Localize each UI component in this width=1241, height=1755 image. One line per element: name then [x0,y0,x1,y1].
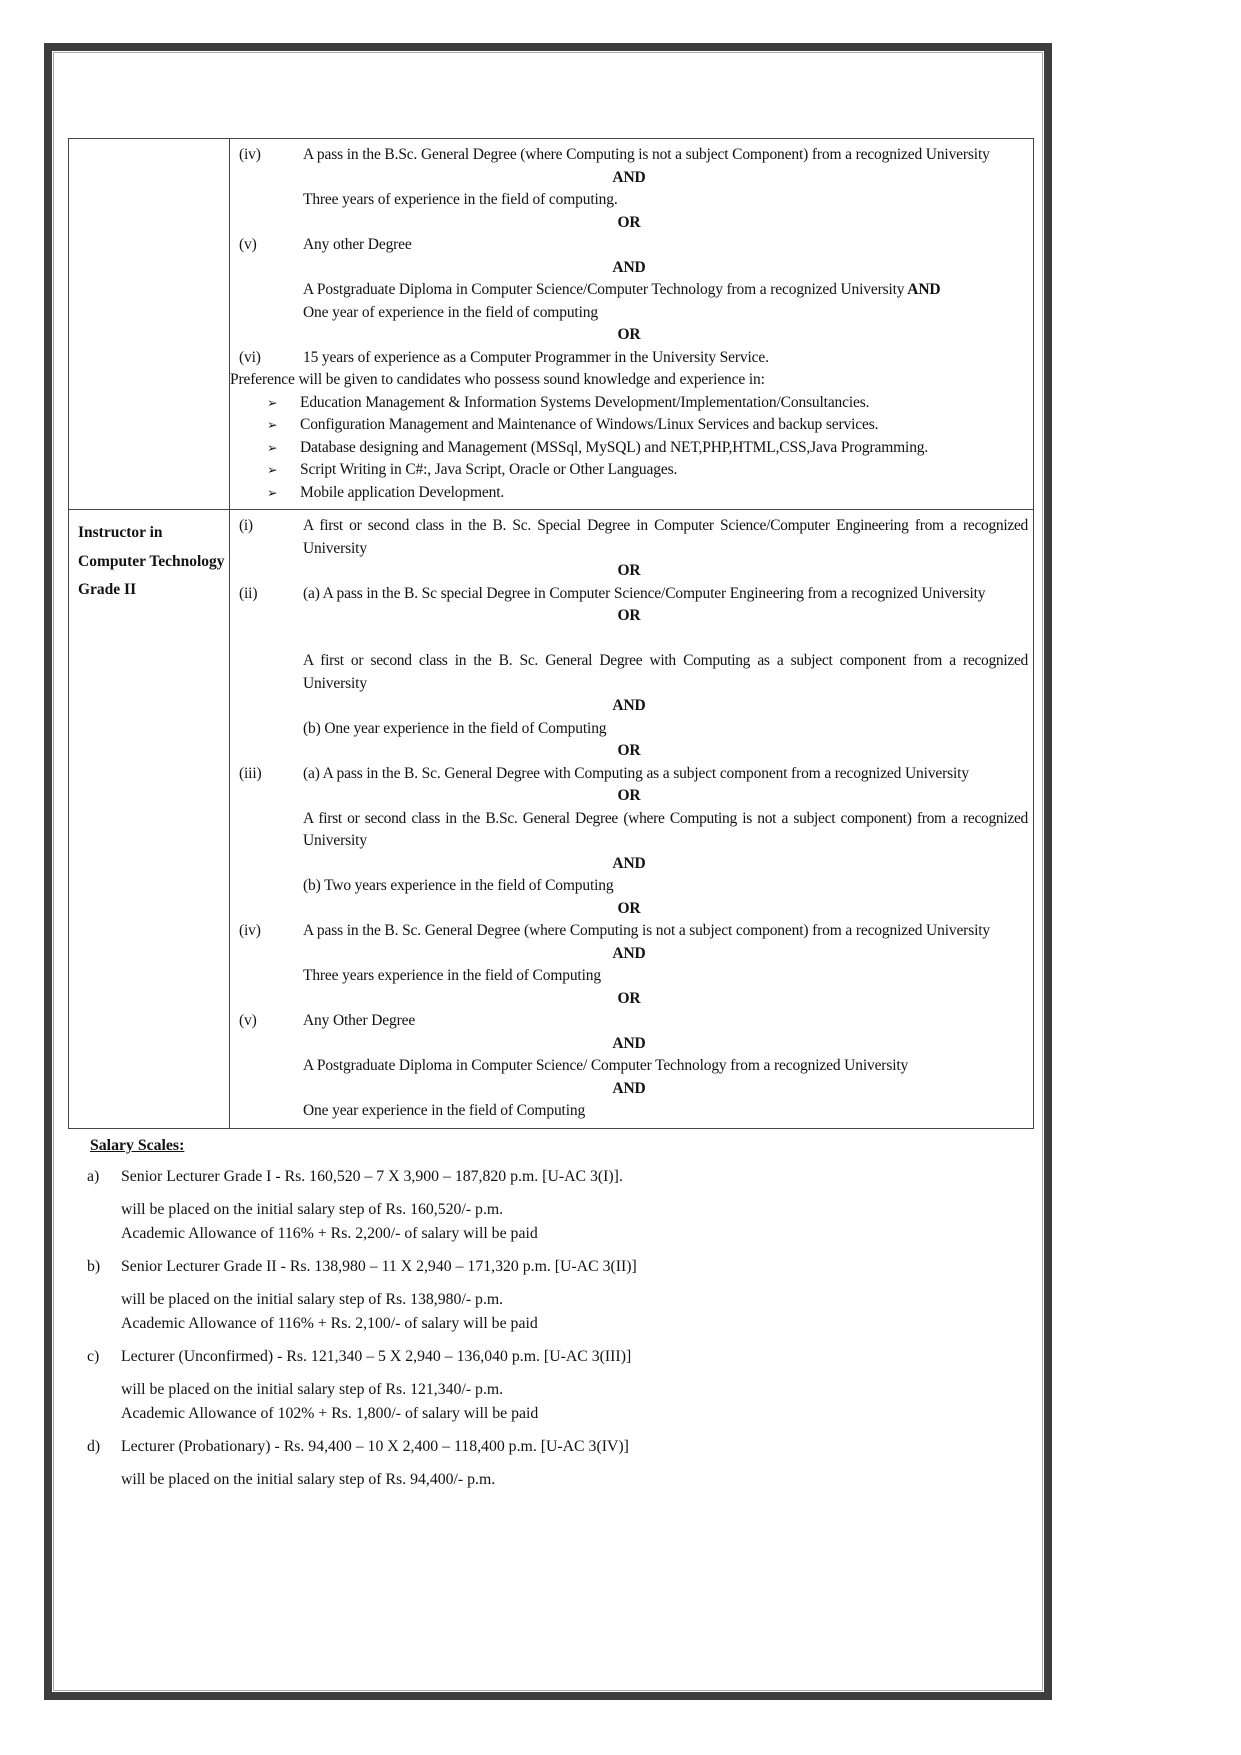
salary-scale-line: Lecturer (Probationary) - Rs. 94,400 – 10 X 2,400 – 118,400 p.m. [U-AC 3(IV)] [121,1438,629,1455]
line-text: Any Other Degree [303,1012,416,1029]
line-text: Education Management & Information Systems Development/Implementation/Consultancies. [300,393,870,411]
arrow-bullet-icon: ➢ [267,394,278,410]
line-text: One year of experience in the field of computing [303,303,598,321]
salary-item-marker: c) [87,1348,100,1365]
salary-item [87,1348,1018,1425]
qualification-line [230,369,1031,392]
salary-item-marker: b) [87,1258,101,1275]
item-number: (iii) [239,764,262,782]
qualification-line [230,144,1031,167]
salary-scale-line: Lecturer (Unconfirmed) - Rs. 121,340 – 5 X 2,940 – 136,040 p.m. [U-AC 3(III)] [121,1348,632,1365]
conjunction-line [230,212,1031,235]
post-title-line: Instructor in [78,524,163,541]
item-number: (vi) [239,348,261,366]
line-text: OR [617,787,641,804]
line-text: Script Writing in C#:, Java Script, Oracle or Other Languages. [300,461,678,478]
salary-scale-line: Senior Lecturer Grade I - Rs. 160,520 – 7 X 3,900 – 187,820 p.m. [U-AC 3(I)]. [121,1168,623,1185]
salary-scale-line: Senior Lecturer Grade II - Rs. 138,980 – 11 X 2,940 – 171,320 p.m. [U-AC 3(II)] [121,1258,637,1275]
qualification-line [230,515,1031,538]
line-text: OR [617,213,641,231]
spacer-line [230,628,1031,651]
line-text: (b) One year experience in the field of Computing [303,719,607,737]
item-number: (iv) [239,922,261,939]
qualification-line [230,583,1031,606]
post-title-cell [69,139,230,509]
bullet-item [230,459,1031,482]
qualification-line [230,1010,1031,1033]
post-title-line: Grade II [78,581,137,598]
qualification-line [230,718,1031,741]
page-border-frame [44,43,1052,1700]
conjunction-line [230,853,1031,876]
line-text: AND [612,697,646,714]
arrow-bullet-icon: ➢ [267,484,278,500]
line-text: (a) A pass in the B. Sc special Degree in Computer Science/Computer Engineering from a recognized University [303,584,986,602]
item-number: (i) [239,517,253,534]
line-text: A pass in the B.Sc. General Degree (where Computing is not a subject Component) from a recognized University [303,146,990,163]
salary-detail-line: Academic Allowance of 102% + Rs. 1,800/- of salary will be paid [121,1404,539,1422]
line-text: OR [617,899,641,917]
line-text: University [303,539,367,557]
conjunction-line [230,1033,1031,1056]
salary-detail-line: will be placed on the initial salary step of Rs. 160,520/- p.m. [121,1201,504,1218]
arrow-bullet-icon: ➢ [267,417,278,432]
salary-detail-line: Academic Allowance of 116% + Rs. 2,200/- of salary will be paid [121,1224,538,1242]
qualification-line [230,920,1031,943]
line-text: Configuration Management and Maintenance of Windows/Linux Services and backup services. [300,416,879,433]
table-row [69,509,1033,1128]
salary-detail-line: will be placed on the initial salary step of Rs. 138,980/- p.m. [121,1291,504,1308]
salary-item [87,1438,1018,1492]
line-text: A pass in the B. Sc. General Degree (where Computing is not a subject component) from a recognized University [303,922,990,939]
qualification-lines-cell [230,510,1033,1128]
qualification-line [230,763,1031,786]
post-title-cell [69,510,230,1128]
bold-conjunction-suffix: AND [904,281,941,298]
arrow-bullet-icon: ➢ [267,462,278,477]
qualification-line [230,1100,1031,1123]
conjunction-line [230,167,1031,190]
line-text: OR [617,607,641,624]
item-number: (v) [239,1012,257,1029]
arrow-bullet-icon: ➢ [267,439,278,455]
line-text: One year experience in the field of Computing [303,1102,586,1119]
item-number: (iv) [239,146,261,163]
qualification-line [230,965,1031,988]
line-text: (b) Two years experience in the field of Computing [303,877,614,894]
post-title-line: Computer Technology [78,552,225,570]
qualification-line [230,189,1031,212]
line-text: AND [612,944,646,962]
qualification-line [230,234,1031,257]
line-text: OR [617,562,641,579]
qualification-line [230,875,1031,898]
bullet-item [230,414,1031,437]
qualification-line [230,347,1031,370]
conjunction-line [230,1078,1031,1101]
line-text: AND [612,168,646,186]
salary-scales-heading: Salary Scales: [90,1137,185,1154]
conjunction-line [230,988,1031,1011]
line-text: Mobile application Development. [300,483,505,501]
salary-item-marker: d) [87,1438,101,1455]
line-text: A first or second class in the B. Sc. General Degree with Computing as a subject component from a recognized [303,652,1028,669]
bullet-item [230,482,1031,505]
qualification-line [230,808,1031,831]
line-text: A first or second class in the B.Sc. General Degree (where Computing is not a subject component) from a recognized [303,809,1028,827]
line-text: AND [612,1079,646,1097]
salary-scales-section [87,1137,1018,1492]
conjunction-line [230,943,1031,966]
line-text: Three years experience in the field of Computing [303,967,601,984]
qualification-line [230,1055,1031,1078]
conjunction-line [230,695,1031,718]
conjunction-line [230,898,1031,921]
line-text: Any other Degree [303,236,412,253]
line-text: University [303,674,367,692]
conjunction-line [230,560,1031,583]
line-text: University [303,832,367,849]
salary-detail-line: Academic Allowance of 116% + Rs. 2,100/- of salary will be paid [121,1314,538,1332]
qualification-line [230,650,1031,673]
line-text: (a) A pass in the B. Sc. General Degree with Computing as a subject component from a recognized University [303,764,969,782]
salary-detail-line: will be placed on the initial salary step of Rs. 94,400/- p.m. [121,1471,496,1488]
line-text: OR [617,326,641,343]
line-text: A Postgraduate Diploma in Computer Science/Computer Technology from a recognized University [303,281,905,298]
bullet-item [230,392,1031,415]
salary-items-list [87,1168,1018,1492]
qualification-line [230,830,1031,853]
line-text: Preference will be given to candidates who possess sound knowledge and experience in: [230,371,765,388]
conjunction-line [230,740,1031,763]
item-number: (ii) [239,584,258,602]
line-text: AND [612,258,646,276]
line-text: AND [612,854,646,872]
line-text: AND [612,1034,646,1052]
line-text: A first or second class in the B. Sc. Special Degree in Computer Science/Computer Engineering from a recognized [303,517,1028,534]
conjunction-line [230,257,1031,280]
salary-item-marker: a) [87,1168,100,1185]
table-row [69,139,1033,509]
qualification-line [230,673,1031,696]
item-number: (v) [239,236,257,253]
line-text: Three years of experience in the field of computing. [303,191,618,208]
line-text: OR [617,742,641,759]
line-text: 15 years of experience as a Computer Programmer in the University Service. [303,348,769,366]
conjunction-line [230,324,1031,347]
qualification-line [230,302,1031,325]
line-text: Database designing and Management (MSSql, MySQL) and NET,PHP,HTML,CSS,Java Programming. [300,438,929,456]
line-text: A Postgraduate Diploma in Computer Science/ Computer Technology from a recognized University [303,1057,909,1074]
qualifications-table [68,138,1034,1129]
qualification-line [230,538,1031,561]
salary-detail-line: will be placed on the initial salary step of Rs. 121,340/- p.m. [121,1381,504,1398]
conjunction-line [230,785,1031,808]
conjunction-line [230,605,1031,628]
qualification-lines-cell [230,139,1033,509]
line-text: OR [617,989,641,1007]
qualification-line [230,279,1031,302]
bullet-item [230,437,1031,460]
salary-item [87,1258,1018,1335]
salary-item [87,1168,1018,1245]
